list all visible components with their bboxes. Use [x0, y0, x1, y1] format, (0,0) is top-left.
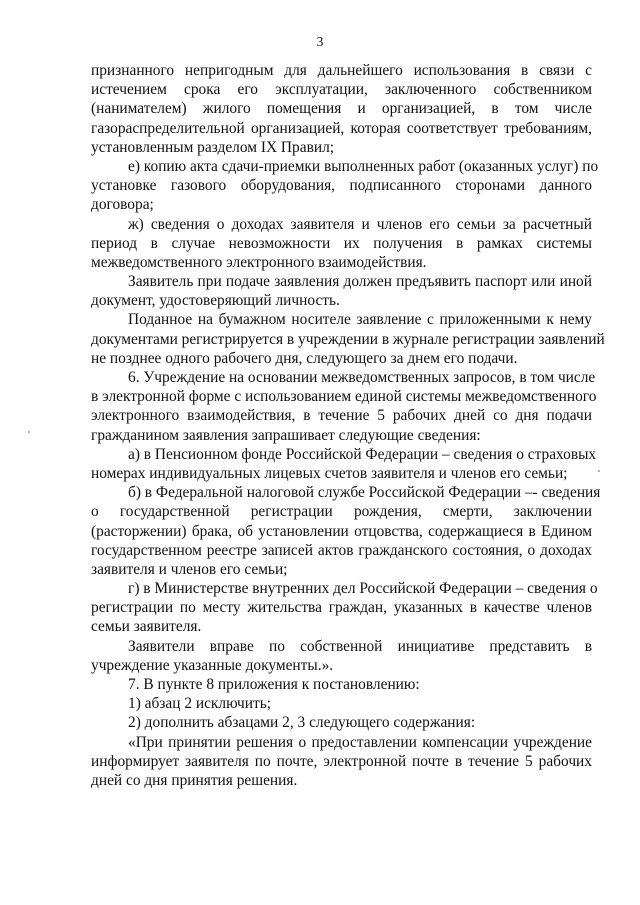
text-line: 2) дополнить абзацами 2, 3 следующего содержания: — [128, 714, 476, 732]
text-line: б) в Федеральной налоговой службе Российской Федерации –- сведения — [128, 484, 601, 502]
text-line: признанного непригодным для дальнейшего использования в связи с — [91, 62, 592, 79]
text-line: период в случае невозможности их получения в рамках системы — [91, 234, 592, 252]
text-line: г) в Министерстве внутренних дел Российской Федерации – сведения о — [128, 580, 598, 598]
text-line: учреждение указанные документы.». — [91, 656, 334, 674]
text-line: «При принятии решения о предоставлении компенсации учреждение — [128, 733, 592, 751]
text-line: в электронной форме с использованием единой системы межведомственного — [91, 388, 597, 406]
text-line: информирует заявителя по почте, электронной почте в течение 5 рабочих — [91, 752, 592, 770]
text-line: государственном реестре записей актов гражданского состояния, о доходах — [91, 541, 592, 559]
text-line: электронного взаимодействия, в течение 5 рабочих дней со дня подачи — [91, 407, 592, 425]
text-line: не позднее одного рабочего дня, следующего за днем его подачи. — [91, 349, 518, 367]
text-line: Заявители вправе по собственной инициативе представить в — [128, 637, 592, 655]
text-line: дней со дня принятия решения. — [91, 771, 298, 789]
text-line: (расторжении) брака, об установлении отцовства, содержащиеся в Едином — [91, 522, 592, 540]
text-line: гражданином заявления запрашивает следующие сведения: — [91, 426, 481, 444]
page-number: 3 — [316, 34, 324, 49]
text-line: семьи заявителя. — [91, 618, 202, 636]
text-line: номерах индивидуальных лицевых счетов заявителя и членов его семьи; — [91, 464, 568, 482]
text-line: истечением срока его эксплуатации, заключенного собственником — [91, 81, 592, 99]
text-line: газораспределительной организацией, которая соответствует требованиям, — [91, 119, 592, 137]
text-line: межведомственного электронного взаимодействия. — [91, 253, 427, 271]
text-line: 7. В пункте 8 приложения к постановлению: — [128, 676, 420, 693]
text-line: Заявитель при подаче заявления должен предъявить паспорт или иной — [128, 273, 592, 291]
text-line: 1) абзац 2 исключить; — [128, 695, 272, 713]
text-line: (нанимателем) жилого помещения и организацией, в том числе — [91, 100, 592, 118]
text-line: а) в Пенсионном фонде Российской Федерации – сведения о страховых — [128, 445, 597, 463]
text-line: ж) сведения о доходах заявителя и членов его семьи за расчетный — [128, 215, 592, 233]
document-body — [91, 61, 605, 790]
text-line: заявителя и членов его семьи; — [91, 560, 288, 578]
text-line: установленным разделом IX Правил; — [91, 138, 335, 156]
text-line: документами регистрируется в учреждении в журнале регистрации заявлений — [91, 330, 605, 348]
text-line: 6. Учреждение на основании межведомственных запросов, в том числе — [128, 369, 596, 386]
text-line: документ, удостоверяющий личность. — [91, 292, 340, 310]
text-line: е) копию акта сдачи-приемки выполненных работ (оказанных услуг) по — [128, 157, 599, 175]
text-line: о государственной регистрации рождения, смерти, заключении — [91, 503, 592, 521]
text-line: регистрации по месту жительства граждан, указанных в качестве членов — [91, 599, 592, 617]
scan-speck — [598, 470, 600, 472]
text-line: Поданное на бумажном носителе заявление с приложенными к нему — [128, 311, 592, 329]
scan-speck — [28, 431, 30, 433]
text-line: договора; — [91, 196, 154, 214]
text-line: установке газового оборудования, подписанного сторонами данного — [91, 177, 592, 195]
